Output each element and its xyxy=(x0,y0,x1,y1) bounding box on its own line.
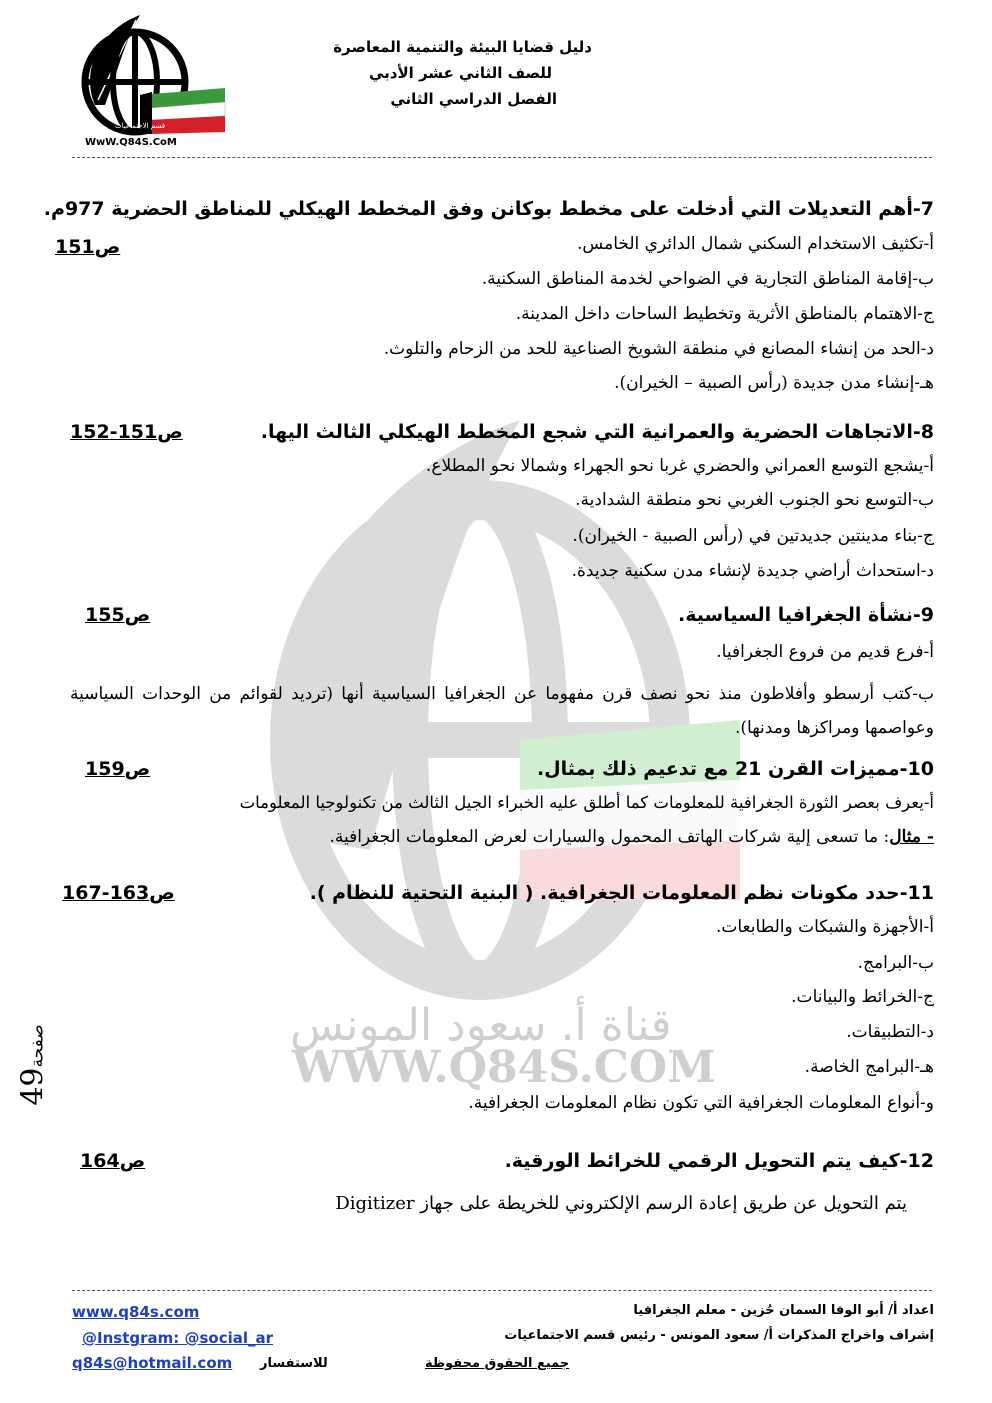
answer-12: يتم التحويل عن طريق إعادة الرسم الإلكتروني للخريطة على جهاز Digitizer xyxy=(335,1193,907,1214)
page-number-value: 49 xyxy=(15,1067,51,1106)
question-10-ref: ص159 xyxy=(85,758,151,780)
example-label: - مثال xyxy=(889,827,934,847)
question-11-ref: ص163-167 xyxy=(62,882,175,904)
example-text: : ما تسعى إلية شركات الهاتف المحمول والسيارات لعرض المعلومات الجغرافية. xyxy=(329,827,890,847)
answer-9a: أ-فرع قديم من فروع الجغرافيا. xyxy=(716,642,934,662)
page-number xyxy=(8,1015,58,1115)
answer-11e: هـ-البرامج الخاصة. xyxy=(804,1057,934,1077)
question-7-ref: ص151 xyxy=(55,236,121,258)
answer-7d: د-الحد من إنشاء المصانع في منطقة الشويخ الصناعية للحد من الزحام والتلوث. xyxy=(383,339,934,359)
question-8-ref: ص151-152 xyxy=(70,421,183,443)
watermark-english: WWW.Q84S.COM xyxy=(292,1042,716,1093)
answer-8a: أ-يشجع التوسع العمراني والحضري غربا نحو الجهراء وشمالا نحو المطلاع. xyxy=(425,456,934,476)
question-9-ref: ص155 xyxy=(85,604,151,626)
answer-11c: ج-الخرائط والبيانات. xyxy=(791,987,934,1007)
footer-prepared-by: اعداد أ/ أبو الوفا السمان حُزين - معلم الجغرافيا xyxy=(633,1303,934,1318)
header-divider xyxy=(72,157,932,158)
answer-7c: ج-الاهتمام بالمناطق الأثرية وتخطيط الساحات داخل المدينة. xyxy=(515,304,934,324)
watermark-arabic: قناة أ. سعود المونس xyxy=(290,1000,672,1051)
answer-11a: أ-الأجهزة والشبكات والطابعات. xyxy=(715,917,934,937)
question-8-title: 8-الاتجاهات الحضرية والعمرانية التي شجع المخطط الهيكلي الثالث اليها. xyxy=(260,421,934,443)
footer-inquiry-label: للاستفسار xyxy=(260,1356,328,1371)
footer-instagram-link[interactable]: @Instgram: @social_ar xyxy=(82,1329,274,1347)
logo xyxy=(40,10,240,155)
footer-supervision: إشراف واخراج المذكرات أ/ سعود المونس - رئيس قسم الاجتماعيات xyxy=(504,1328,934,1343)
answer-10a: أ-يعرف بعصر الثورة الجغرافية للمعلومات كما أطلق عليه الخبراء الجيل الثالث من تكنولوجيا المعلومات xyxy=(239,793,934,812)
answer-9b: ب-كتب أرسطو وأفلاطون منذ نحو نصف قرن مفهوما عن الجغرافيا السياسية أنها (ترديد لقوائم من الوحدات السياسية وعواصمها ومراكزها ومدنها). xyxy=(70,684,934,738)
answer-8d: د-استحداث أراضي جديدة لإنشاء مدن سكنية جديدة. xyxy=(571,561,934,581)
answer-8c: ج-بناء مدينتين جديدتين في (رأس الصبية - الخيران). xyxy=(572,526,934,546)
globe-feather-logo-icon xyxy=(40,10,240,155)
answer-11d: د-التطبيقات. xyxy=(846,1022,934,1042)
footer-divider xyxy=(72,1290,932,1291)
header-title-line2: للصف الثاني عشر الأدبي xyxy=(368,64,552,82)
page-number-label: صفحة xyxy=(27,1024,48,1068)
question-12-title: 12-كيف يتم التحويل الرقمي للخرائط الورقية. xyxy=(504,1150,934,1172)
header-title-line3: الفصل الدراسي الثاني xyxy=(390,90,557,108)
question-7-title: 7-أهم التعديلات التي أدخلت على مخطط بوكانن وفق المخطط الهيكلي للمناطق الحضرية 977م. xyxy=(43,198,934,220)
question-12-ref: ص164 xyxy=(80,1150,146,1172)
question-10-title: 10-مميزات القرن 21 مع تدعيم ذلك بمثال. xyxy=(536,758,934,780)
answer-7e: هـ-إنشاء مدن جديدة (رأس الصبية – الخيران). xyxy=(614,373,934,393)
answer-7a: أ-تكثيف الاستخدام السكني شمال الدائري الخامس. xyxy=(577,234,934,254)
footer-rights: جميع الحقوق محفوظة xyxy=(425,1356,570,1371)
answer-7b: ب-إقامة المناطق التجارية في الضواحي لخدمة المناطق السكنية. xyxy=(481,269,934,289)
logo-caption: قسم الاجتماعيات xyxy=(115,122,166,130)
logo-site: WwW.Q84S.CoM xyxy=(85,137,177,148)
footer-email-link[interactable]: q84s@hotmail.com xyxy=(72,1354,233,1372)
answer-10-example xyxy=(330,827,934,847)
answer-11b: ب-البرامج. xyxy=(857,953,934,973)
question-9-title: 9-نشأة الجغرافيا السياسية. xyxy=(678,604,934,626)
answer-8b: ب-التوسع نحو الجنوب الغربي نحو منطقة الشدادية. xyxy=(575,490,934,510)
footer-website-link[interactable]: www.q84s.com xyxy=(72,1303,200,1321)
header-title-line1: دليل قضايا البيئة والتنمية المعاصرة xyxy=(333,38,592,56)
answer-11f: و-أنواع المعلومات الجغرافية التي تكون نظام المعلومات الجغرافية. xyxy=(468,1093,934,1113)
question-11-title: 11-حدد مكونات نظم المعلومات الجغرافية. ( البنية التحتية للنظام ). xyxy=(309,882,934,904)
